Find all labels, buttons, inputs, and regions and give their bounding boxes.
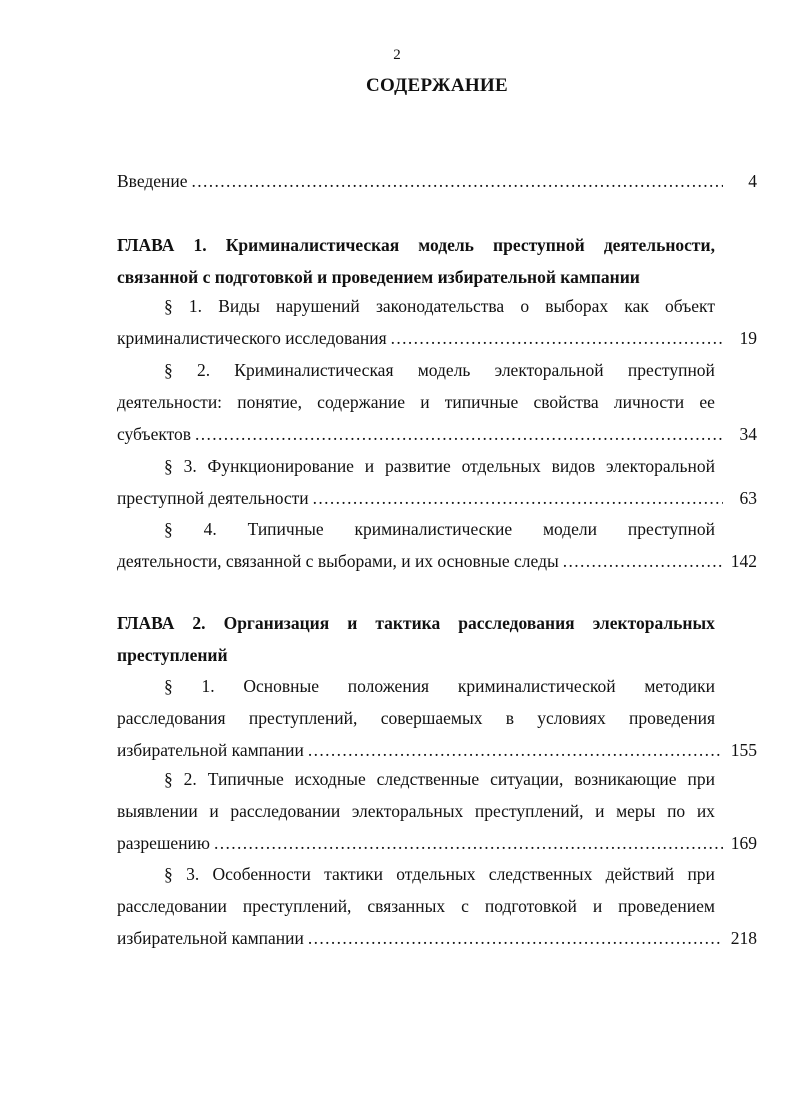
word: типичные: [444, 392, 519, 412]
toc-entry-ch2-s1[interactable]: [117, 670, 757, 766]
word: 2.: [183, 769, 197, 789]
toc-entry-ch1-s4[interactable]: [117, 513, 757, 577]
word: ГЛАВА: [117, 613, 175, 633]
toc-page-number: 142: [730, 551, 757, 571]
word: расследования: [458, 613, 575, 633]
word: и: [592, 896, 603, 916]
word: электоральной: [494, 360, 604, 380]
word: §: [164, 676, 173, 696]
word: ситуации,: [490, 769, 564, 789]
entry-line: [117, 763, 715, 795]
entry-line: [117, 513, 715, 545]
word: преступной: [493, 235, 585, 255]
word: 1.: [201, 676, 215, 696]
word: §: [164, 519, 173, 539]
word: и: [364, 456, 375, 476]
toc-entry-ch1-s2[interactable]: [117, 354, 757, 450]
word: 2.: [196, 360, 211, 380]
word: §: [164, 769, 173, 789]
word: проведением: [618, 896, 715, 916]
word: преступлений,: [474, 801, 584, 821]
entry-line: [117, 670, 715, 702]
word: Типичные: [207, 769, 284, 789]
word: возникающие: [574, 769, 677, 789]
dot-leader: [214, 827, 723, 859]
word: 3.: [186, 864, 200, 884]
word: при: [687, 864, 715, 884]
word: содержание: [317, 392, 405, 412]
word: расследовании: [117, 896, 227, 916]
word: отдельных: [396, 864, 476, 884]
toc-entry-ch2-s2[interactable]: [117, 763, 757, 859]
word: Криминалистическая: [225, 235, 400, 255]
dot-leader: [195, 418, 723, 450]
word: при: [687, 769, 715, 789]
word: криминалистические: [354, 519, 513, 539]
word: как: [624, 296, 649, 316]
entry-line: [117, 858, 715, 890]
toc-page-number: 34: [739, 424, 757, 444]
toc-page-number: 218: [730, 928, 757, 948]
toc-page-number: 155: [730, 740, 757, 760]
word: связанных: [367, 896, 446, 916]
page-number: 2: [393, 47, 401, 63]
toc-entry-intro[interactable]: [117, 165, 757, 197]
entry-line: [117, 702, 715, 734]
word: криминалистической: [457, 676, 616, 696]
word: электоральных: [351, 801, 464, 821]
word: личности: [613, 392, 685, 412]
word: положения: [347, 676, 430, 696]
word: Особенности: [212, 864, 311, 884]
page-title: СОДЕРЖАНИЕ: [366, 75, 508, 96]
word: меры: [616, 801, 656, 821]
entry-line: [117, 354, 715, 386]
word: 3.: [183, 456, 197, 476]
word: 4.: [203, 519, 217, 539]
word: законодательства: [375, 296, 505, 316]
word: о: [520, 296, 530, 316]
word: §: [164, 360, 173, 380]
word: выявлении: [117, 801, 198, 821]
word: свойства: [533, 392, 599, 412]
dot-leader: [308, 922, 723, 954]
word: в: [505, 708, 515, 728]
toc-page-number: 4: [748, 171, 757, 191]
word: видов: [551, 456, 596, 476]
title-line: преступлений: [117, 645, 228, 665]
entry-line: [117, 890, 715, 922]
word: электоральной: [605, 456, 715, 476]
word: деятельности:: [117, 392, 223, 412]
word: деятельности,: [603, 235, 715, 255]
word: методики: [644, 676, 715, 696]
dot-leader: [192, 165, 723, 197]
dot-leader: [391, 322, 723, 354]
word: тактика: [375, 613, 441, 633]
toc-entry-text: Введение: [117, 171, 188, 191]
word: модели: [542, 519, 598, 539]
word: 2.: [192, 613, 206, 633]
entry-line: [117, 386, 715, 418]
toc-chapter-2-title[interactable]: [117, 607, 757, 671]
word: развитие: [384, 456, 451, 476]
word: Виды: [218, 296, 260, 316]
dot-leader: [308, 734, 723, 766]
word: следственные: [376, 769, 480, 789]
word: Функционирование: [207, 456, 354, 476]
word: исходные: [294, 769, 366, 789]
word: 1.: [193, 235, 207, 255]
word: §: [164, 864, 173, 884]
toc-entry-ch2-s3[interactable]: [117, 858, 757, 954]
toc-entry-text: разрешению: [117, 833, 210, 853]
word: подготовкой: [484, 896, 577, 916]
word: §: [164, 456, 173, 476]
word: ГЛАВА: [117, 235, 175, 255]
toc-entry-ch1-s1[interactable]: [117, 290, 757, 354]
toc-chapter-1-title[interactable]: [117, 229, 757, 293]
word: совершаемых: [380, 708, 483, 728]
toc-entry-ch1-s3[interactable]: [117, 450, 757, 514]
word: тактики: [324, 864, 383, 884]
word: проведения: [628, 708, 715, 728]
word: 1.: [188, 296, 203, 316]
word: ее: [699, 392, 715, 412]
dot-leader: [313, 482, 723, 514]
toc-page-number: 169: [730, 833, 757, 853]
toc-page-number: 63: [739, 488, 757, 508]
word: Криминалистическая: [234, 360, 394, 380]
word: понятие,: [237, 392, 302, 412]
word: преступной: [627, 519, 715, 539]
word: преступлений,: [248, 708, 358, 728]
word: отдельных: [461, 456, 541, 476]
word: Типичные: [247, 519, 324, 539]
word: с: [461, 896, 469, 916]
word: и: [595, 801, 605, 821]
toc-entry-text: субъектов: [117, 424, 192, 444]
entry-line: [117, 795, 715, 827]
word: по: [667, 801, 686, 821]
title-line: [117, 229, 715, 261]
toc-entry-text: деятельности, связанной с выборами, и их основные следы: [117, 551, 559, 571]
word: выборах: [545, 296, 609, 316]
word: Организация: [223, 613, 330, 633]
word: действий: [605, 864, 675, 884]
word: §: [164, 296, 173, 316]
toc-entry-text: преступной деятельности: [117, 488, 309, 508]
word: и: [347, 613, 358, 633]
word: нарушений: [276, 296, 360, 316]
word: их: [696, 801, 715, 821]
word: и: [209, 801, 219, 821]
word: преступной: [627, 360, 715, 380]
entry-line: [117, 450, 715, 482]
word: и: [420, 392, 430, 412]
word: модель: [418, 235, 474, 255]
word: модель: [417, 360, 471, 380]
dot-leader: [563, 545, 723, 577]
toc-entry-text: криминалистического исследования: [117, 328, 387, 348]
word: условиях: [537, 708, 606, 728]
toc-page-number: 19: [739, 328, 757, 348]
toc-entry-text: избирательной кампании: [117, 740, 304, 760]
word: расследования: [117, 708, 226, 728]
title-line: связанной с подготовкой и проведением избирательной кампании: [117, 267, 640, 287]
word: электоральных: [592, 613, 715, 633]
word: Основные: [243, 676, 320, 696]
word: преступлений,: [242, 896, 352, 916]
entry-line: [117, 290, 715, 322]
word: объект: [665, 296, 715, 316]
word: следственных: [488, 864, 593, 884]
title-line: [117, 607, 715, 639]
toc-entry-text: избирательной кампании: [117, 928, 304, 948]
word: расследовании: [230, 801, 341, 821]
